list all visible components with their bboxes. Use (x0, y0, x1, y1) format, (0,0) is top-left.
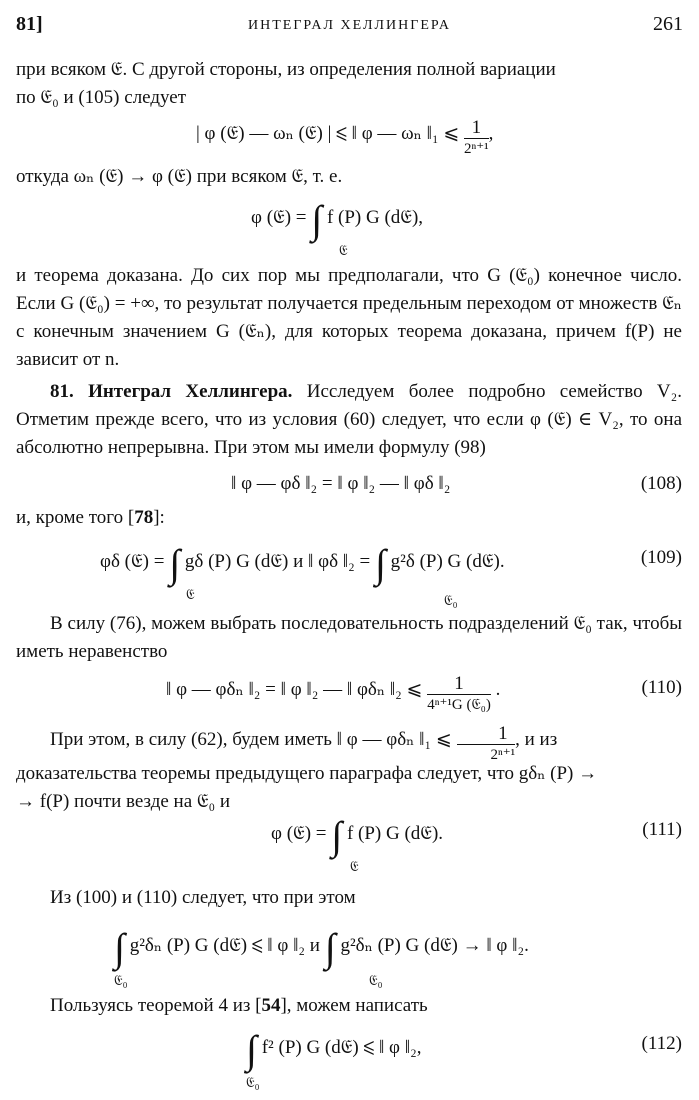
integral-sign: ∫ (311, 197, 323, 242)
paragraph-3: и теорема доказана. До сих пор мы предполагали, что G (𝔈₀) конечное число. Если G (𝔈₀) = +∞, то результат получается предельным переходом от множеств 𝔈ₙ с конечным значением G (𝔈ₙ), для которых теорема доказана, причем f(P) не зависит от n. (16, 265, 682, 370)
page-header (16, 10, 683, 40)
paragraph-6: В силу (76), можем выбрать последовательность подразделений 𝔈₀ так, чтобы иметь неравенство (16, 613, 682, 662)
paragraph-7-fraction: $\frac{1}{\text{2ⁿ⁺¹}}$ (457, 724, 516, 765)
paragraph-2: откуда ωₙ (𝔈) → φ (𝔈) при всяком 𝔈, т. е. (16, 166, 343, 187)
equation-number-108: (108) (640, 473, 682, 494)
equation-111: φ (𝔈) = ∫ f (P) G (d𝔈). 𝔈 (111) (271, 813, 682, 875)
equation-number-112: (112) (641, 1033, 682, 1054)
paragraph-8: Из (100) и (110) следует, что при этом (50, 887, 356, 908)
paragraph-7-line-3: → f(P) почти везде на 𝔈₀ и (16, 791, 231, 812)
page-number: 261 (653, 13, 683, 35)
equation-108: ‖ φ — φδ ‖₂ = ‖ φ ‖₂ — ‖ φδ ‖₂ (108) (16, 470, 682, 526)
section-81-text: Исследуем более подробно семейство V₂. Отметим прежде всего, что из условия (60) следует, что если φ (𝔈) ∈ V₂, то она абсолютно непрерывна. При этом мы имели формулу (98) (16, 381, 682, 458)
equation-variation-bound: | φ (𝔈) — ωₙ (𝔈) | ⩽ ‖ φ — ωₙ ‖₁ ⩽ $\frac{1}{\text{2ⁿ⁺¹}}$ , (196, 117, 494, 157)
equation-112: ∫ f² (P) G (d𝔈) ⩽ ‖ φ ‖₂, 𝔈₀ (112) (246, 1027, 682, 1091)
equation-109: φδ (𝔈) = ∫ gδ (P) G (d𝔈) и ‖ φδ ‖₂ = ∫ g²δ (P) G (d𝔈). 𝔈 𝔈₀ (109) (100, 541, 682, 609)
reference-54: 54 (261, 995, 281, 1016)
paragraph-5: и, кроме того [78]: (16, 507, 165, 528)
paragraph-7-line-1: При этом, в силу (62), будем иметь ‖ φ — φδₙ ‖₁ ⩽ $\frac{1}{\text{2ⁿ⁺¹}}$ , и из (50, 723, 558, 763)
paragraph-1-line-1: при всяком 𝔈. С другой стороны, из определения полной вариации (16, 59, 556, 80)
equation-a-body: | φ (𝔈) — ωₙ (𝔈) | ⩽ ‖ φ — ωₙ ‖₁ ⩽ (196, 123, 460, 144)
equation-110: ‖ φ — φδₙ ‖₂ = ‖ φ ‖₂ — ‖ φδₙ ‖₂ ⩽ $\frac{1}{\text{4ⁿ⁺¹G (𝔈₀)}}$ . (110) (166, 673, 682, 713)
equation-integral-representation: φ (𝔈) = ∫ f (P) G (d𝔈), 𝔈 (251, 197, 424, 259)
equation-110-fraction: $\frac{1}{\text{4ⁿ⁺¹G (𝔈₀)}}$ (427, 673, 491, 713)
section-81-title: 81. Интеграл Хеллингера. (50, 381, 293, 402)
equation-convergence: ∫ g²δₙ (P) G (d𝔈) ⩽ ‖ φ ‖₂ и ∫ g²δₙ (P) G (d𝔈) → ‖ φ ‖₂. 𝔈₀ 𝔈₀ (114, 925, 529, 989)
equation-number-110: (110) (641, 677, 682, 698)
equation-number-111: (111) (642, 819, 682, 840)
section-number: 81] (16, 13, 43, 35)
equation-number-109: (109) (640, 547, 682, 568)
reference-78: 78 (134, 507, 154, 528)
section-81 (16, 378, 682, 462)
running-title: ИНТЕГРАЛ ХЕЛЛИНГЕРА (248, 18, 451, 33)
paragraph-1-line-2: по 𝔈₀ и (105) следует (16, 87, 187, 108)
equation-a-fraction: $\frac{1}{\text{2ⁿ⁺¹}}$ (464, 117, 489, 157)
paragraph-9: Пользуясь теоремой 4 из [54], можем написать (50, 995, 428, 1016)
paragraph-7-line-2: доказательства теоремы предыдущего параграфа следует, что gδₙ (P) → (16, 763, 598, 784)
